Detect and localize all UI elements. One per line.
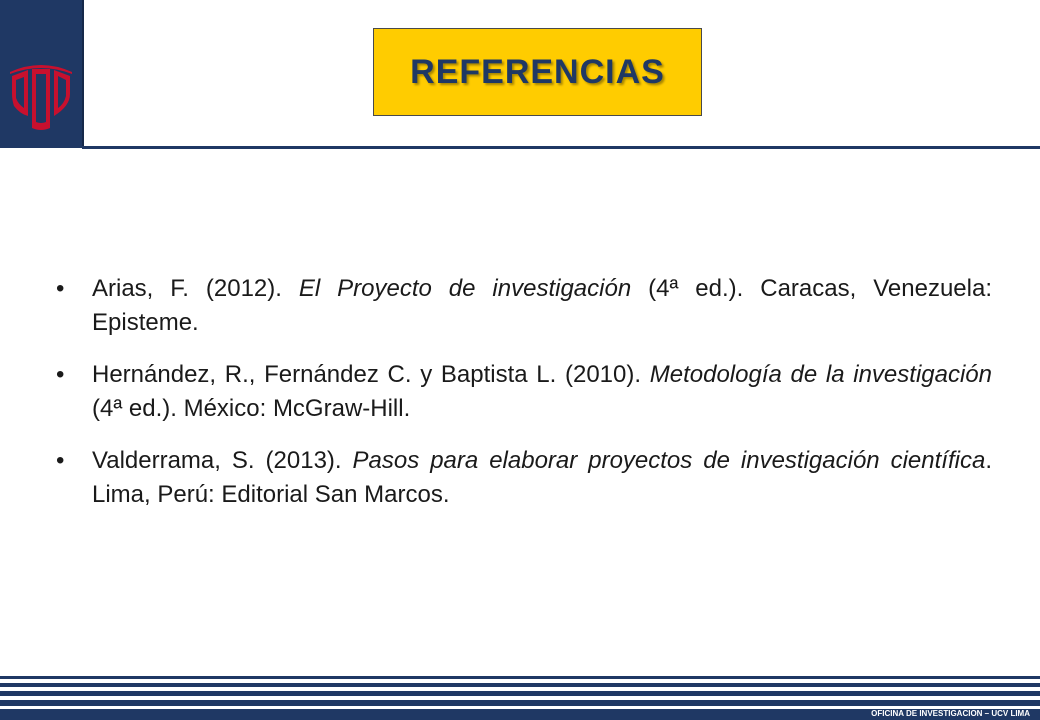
reference-author: Arias, F. (2012). — [92, 275, 299, 302]
references-list — [56, 272, 992, 530]
ucv-shield-icon — [6, 44, 76, 136]
reference-author: Valderrama, S. (2013). — [92, 447, 353, 474]
footer-stripes — [0, 676, 1040, 720]
reference-author: Hernández, R., Fernández C. y Baptista L. (2010). — [92, 361, 650, 388]
bullet: • — [56, 447, 65, 474]
ucv-logo — [0, 0, 84, 148]
reference-publisher: (4ª ed.). Caracas, Venezuela: Episteme. — [92, 275, 992, 336]
reference-item — [56, 444, 992, 512]
title-banner — [373, 28, 702, 116]
reference-title: Metodología de la investigación — [649, 361, 992, 388]
bullet: • — [56, 275, 65, 302]
reference-title: Pasos para elaborar proyectos de investigación científica — [352, 447, 986, 474]
reference-item — [56, 272, 992, 340]
page-title: REFERENCIAS — [410, 52, 665, 91]
footer-label: OFICINA DE INVESTIGACION – UCV LIMA — [871, 709, 1030, 718]
header-divider — [82, 146, 1040, 149]
reference-item — [56, 358, 992, 426]
reference-title: El Proyecto de investigación — [298, 275, 632, 302]
bullet: • — [56, 361, 65, 388]
reference-publisher: . Lima, Perú: Editorial San Marcos. — [92, 447, 992, 508]
reference-publisher: (4ª ed.). México: McGraw-Hill. — [92, 395, 411, 422]
